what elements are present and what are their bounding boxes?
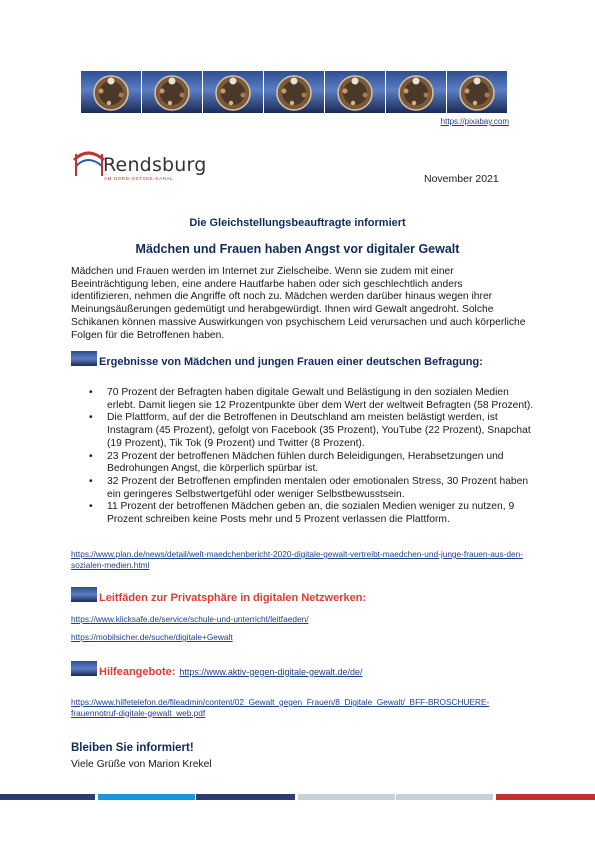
footer-bar-segment — [496, 794, 595, 800]
aktiv-gegen-gewalt-link[interactable]: https://www.aktiv-gegen-digitale-gewalt.de/de/ — [179, 666, 363, 677]
banner-image — [142, 71, 202, 113]
list-item: • Die Plattform, auf der die Betroffenen in Deutschland am meisten belästigt werden, ist Instagram (45 Prozent), gefolgt von Facebook (35 Prozent), YouTube (22 Prozent), Snapchat (19 Prozent), Tik Tok (9 Prozent) und Twitter (8 Prozent). — [89, 412, 534, 450]
list-item: • 11 Prozent der betroffenen Mädchen geben an, die sozialen Medien weniger zu nutzen, 9 Prozent schreiben keine Posts mehr und 5 Prozent verlassen die Plattform. — [89, 501, 534, 526]
pixabay-link[interactable]: https://pixabay.com — [440, 117, 509, 126]
footer-bar-segment — [396, 794, 493, 800]
klicksafe-link[interactable]: https://www.klicksafe.de/service/schule-und-unterricht/leitfaeden/ — [71, 614, 309, 624]
banner-image — [325, 71, 385, 113]
closing-heading: Bleiben Sie informiert! — [71, 742, 194, 754]
list-item: • 70 Prozent der Befragten haben digitale Gewalt und Belästigung in den sozialen Medien erlebt. Damit liegen sie 12 Prozentpunkte über dem Wert der weltweit Befragten (58 Prozent). — [89, 387, 534, 412]
plan-source-link[interactable]: https://www.plan.de/news/detail/welt-maedchenbericht-2020-digitale-gewalt-vertreibt-maedchen-und-junge-frauen-aus-den-sozialen-medien.html — [71, 549, 523, 570]
help-section-heading — [71, 664, 363, 679]
hilfetelefon-link[interactable]: https://www.hilfetelefon.de/fileadmin/content/02_Gewalt_gegen_Frauen/8_Digitale_Gewalt/_BFF-BROSCHUERE-frauennotruf-digitale-gewalt_web.pdf — [71, 697, 490, 718]
list-item: • 23 Prozent der betroffenen Mädchen fühlen durch Beleidigungen, Herabsetzungen und Bedrohungen Angst, die körperlich spürbar ist. — [89, 451, 534, 476]
intro-paragraph: Mädchen und Frauen werden im Internet zur Zielscheibe. Wenn sie zudem mit einer Beeinträchtigung leben, eine andere Hautfarbe haben oder sich geschlechtlich anders identifizieren, nehmen die Angriffe oft noch zu. Mädchen werden darüber hinaus wegen ihrer Meinungsäußerungen gedemütigt und herabgewürdigt. Ihnen wird Gewalt angedroht. Solche Schikanen können massive Auswirkungen von psychischem Leid verursachen und auch körperliche Folgen für die Betroffenen haben. — [71, 266, 526, 341]
help-title: Hilfeangebote: — [99, 665, 176, 678]
page-heading: Die Gleichstellungsbeauftragte informiert — [189, 217, 406, 229]
results-section-heading — [71, 354, 483, 369]
logo-name: Rendsburg — [103, 154, 207, 176]
banner-image — [203, 71, 263, 113]
globe-photo-icon — [71, 587, 97, 602]
document-date: November 2021 — [424, 173, 499, 185]
footer-bar-segment — [98, 794, 195, 800]
footer-bar-segment — [298, 794, 395, 800]
globe-photo-icon — [71, 661, 97, 676]
list-item: • 32 Prozent der Betroffenen empfinden mentalen oder emotionalen Stress, 30 Prozent haben ein geringeres Selbstwertgefühl oder weniger Selbstbewusstsein. — [89, 476, 534, 501]
mobilsicher-link[interactable]: https://mobilsicher.de/suche/digitale+Gewalt — [71, 632, 233, 642]
header-banner — [81, 71, 507, 113]
logo-tagline: AM NORD-OSTSEE-KANAL — [104, 176, 174, 181]
globe-photo-icon — [71, 351, 97, 366]
banner-image — [81, 71, 141, 113]
closing-greeting: Viele Grüße von Marion Krekel — [71, 759, 212, 770]
banner-image — [447, 71, 507, 113]
footer-bar-segment — [196, 794, 295, 800]
results-title: Ergebnisse von Mädchen und jungen Frauen einer deutschen Befragung: — [99, 355, 483, 368]
footer-color-bar — [0, 794, 595, 800]
privacy-title: Leitfäden zur Privatsphäre in digitalen Netzwerken: — [99, 591, 367, 604]
banner-image — [386, 71, 446, 113]
page-title: Mädchen und Frauen haben Angst vor digitaler Gewalt — [135, 242, 460, 256]
results-list — [89, 387, 534, 527]
privacy-section-heading — [71, 590, 366, 605]
banner-image — [264, 71, 324, 113]
footer-bar-segment — [0, 794, 95, 800]
